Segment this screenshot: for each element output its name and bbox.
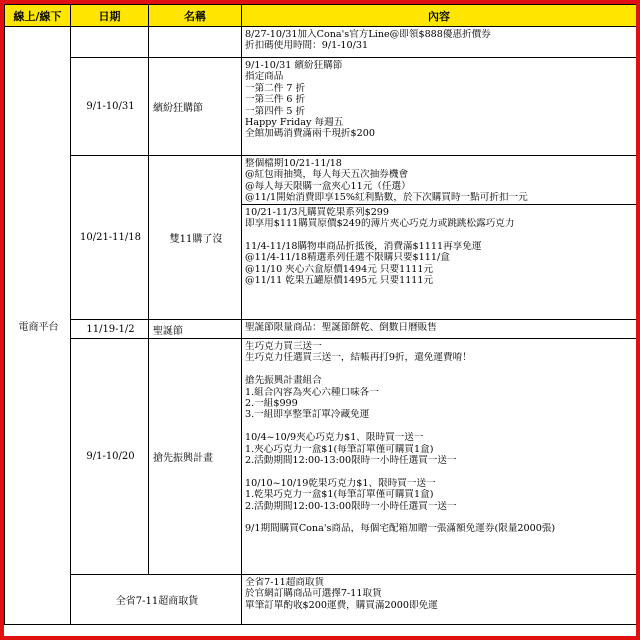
content-cell <box>242 339 637 575</box>
content-spacer <box>245 466 636 477</box>
content-line: 1.夾心巧克力一盒$1(每筆訂單僅可購買1盒) <box>245 443 434 455</box>
date-cell: 9/1-10/20 <box>71 339 149 575</box>
table-row <box>5 27 637 58</box>
header-channel: 線上/線下 <box>5 5 71 27</box>
table-row <box>5 58 637 156</box>
date-cell <box>71 27 149 58</box>
content-line: 9/1-10/31 繽紛狂購節 <box>245 60 343 71</box>
content-spacer <box>245 364 636 375</box>
content-line: 10/21-11/3凡購買乾果系列$299 <box>245 206 390 218</box>
content-line: 9/1期間購買Cona's商品，每個宅配箱加贈一張滿額免運券(限量2000張) <box>245 523 556 535</box>
header-date: 日期 <box>71 5 149 27</box>
content-spacer <box>245 229 636 240</box>
date-cell: 10/21-11/18 <box>71 156 149 320</box>
content-line: @11/11 乾果五罐原價1495元 只要1111元 <box>245 275 434 287</box>
content-cell <box>242 156 637 320</box>
content-line: 3.一組即享整筆訂單冷藏免運 <box>245 409 370 421</box>
content-cell <box>242 320 637 339</box>
content-line: 一第三件 6 折 <box>245 94 306 106</box>
content-line: @11/1開始消費即享15%紅利點數，於下次購買時一點可折扣一元 <box>245 192 528 204</box>
content-line: 一第四件 5 折 <box>245 105 306 117</box>
content-line: @11/4-11/18精選系列任選不限購只要$111/盒 <box>245 252 450 264</box>
date-cell: 9/1-10/31 <box>71 58 149 156</box>
content-line: 生巧克力任選買三送一，結帳再打9折，還免運費唷！ <box>245 352 472 364</box>
content-line: 全省7-11超商取貨 <box>245 577 325 588</box>
table-row <box>5 339 637 575</box>
content-line: 聖誕節限量商品：聖誕節餅乾、倒數日曆販售 <box>245 322 437 333</box>
content-line: Happy Friday 每週五 <box>245 117 344 129</box>
header-row <box>5 5 637 27</box>
content-line: 10/10~10/19乾果巧克力$1、限時買一送一 <box>245 477 436 489</box>
content-line: 生巧克力買三送一 <box>245 341 322 352</box>
content-line: 2.活動期間12:00-13:00限時一小時任選買一送一 <box>245 500 457 512</box>
content-line: 搶先振興計畫組合 <box>245 375 322 387</box>
content-line: @每人每天限購一盒夾心11元（任選） <box>245 180 411 192</box>
content-spacer <box>245 512 636 523</box>
content-line: 1.組合內容為夾心六種口味各一 <box>245 386 379 398</box>
content-line: 2.活動期間12:00-13:00限時一小時任選買一送一 <box>245 455 457 467</box>
content-block <box>242 207 636 287</box>
content-line: 即享用$111購買原價$249的薄片夾心巧克力或跳跳松露巧克力 <box>245 218 515 230</box>
header-name: 名稱 <box>149 5 242 27</box>
name-cell: 雙11購了沒 <box>149 156 242 320</box>
content-line: 1.乾果巧克力一盒$1(每筆訂單僅可購買1盒) <box>245 489 434 501</box>
content-line: 於官網訂購商品可選擇7-11取貨 <box>245 588 382 600</box>
table-row <box>5 320 637 339</box>
promotion-schedule-table <box>4 4 637 625</box>
header-content: 內容 <box>242 5 637 27</box>
content-line: 單筆訂單酌收$200運費，購買滿2000即免運 <box>245 599 438 611</box>
content-block <box>242 158 636 205</box>
table-row <box>5 156 637 320</box>
content-line: 一第二件 7 折 <box>245 82 306 94</box>
content-line: 8/27-10/31加入Cona's官方Line@即領$888優惠折價券 <box>245 29 491 40</box>
platform-cell: 電商平台 <box>5 27 71 625</box>
content-cell <box>242 27 637 58</box>
name-cell: 搶先振興計畫 <box>149 339 242 575</box>
date-cell: 全省7-11超商取貨 <box>71 575 242 625</box>
content-line: 指定商品 <box>245 71 284 83</box>
content-line: 11/4-11/18購物車商品折抵後，消費滿$1111再享免運 <box>245 240 482 252</box>
content-line: 2.一組$999 <box>245 398 298 410</box>
content-line: 全館加碼消費滿兩千現折$200 <box>245 128 375 140</box>
content-spacer <box>245 421 636 432</box>
content-line: 整個檔期10/21-11/18 <box>245 158 342 169</box>
name-cell: 繽紛狂購節 <box>149 58 242 156</box>
content-cell <box>242 575 637 625</box>
table-row <box>5 575 637 625</box>
name-cell <box>149 27 242 58</box>
content-line: @紅包雨抽獎，每人每天五次抽券機會 <box>245 169 409 181</box>
content-line: 10/4~10/9夾心巧克力$1、限時買一送一 <box>245 432 424 444</box>
name-cell: 聖誕節 <box>149 320 242 339</box>
content-line: @11/10 夾心六盒原價1494元 只要1111元 <box>245 263 434 275</box>
content-cell <box>242 58 637 156</box>
date-cell: 11/19-1/2 <box>71 320 149 339</box>
content-line: 折扣碼使用時間：9/1-10/31 <box>245 40 369 52</box>
